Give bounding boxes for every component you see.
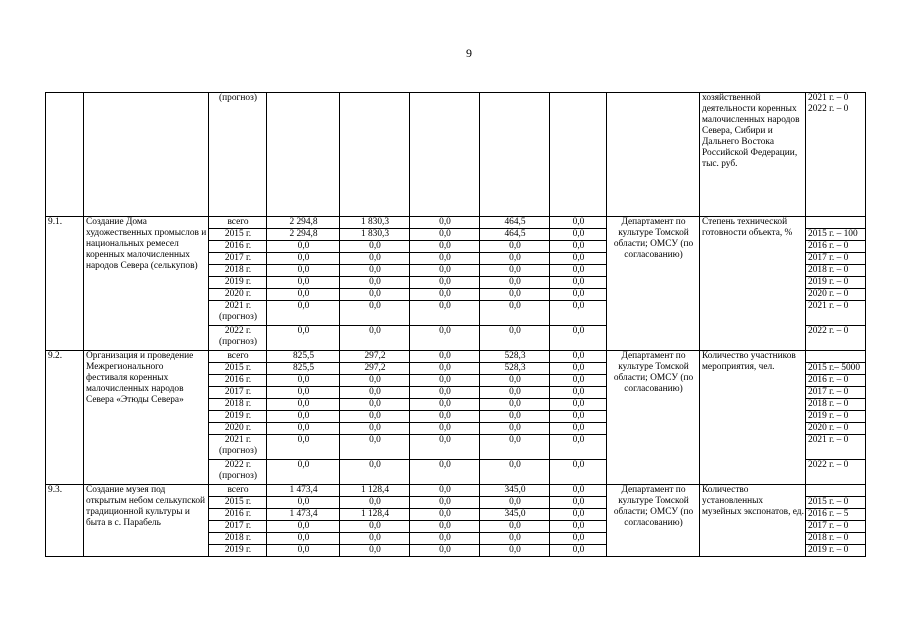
year-cell: 2015 г. <box>209 229 267 241</box>
value-cell: 0,0 <box>267 387 340 399</box>
value-cell: 0,0 <box>340 241 410 253</box>
value-cell: 0,0 <box>480 265 550 277</box>
value-cell: 0,0 <box>267 521 340 533</box>
target-cell: 2017 г. – 0 <box>806 387 866 399</box>
value-cell: 0,0 <box>410 387 480 399</box>
value-cell: 0,0 <box>410 485 480 497</box>
value-cell: 1 473,4 <box>267 485 340 497</box>
value-cell: 0,0 <box>340 533 410 545</box>
value-cell: 0,0 <box>480 241 550 253</box>
value-cell: 0,0 <box>340 460 410 485</box>
indicator-cell: Количество участников мероприятия, чел. <box>700 351 806 485</box>
value-cell: 1 128,4 <box>340 509 410 521</box>
value-cell: 0,0 <box>550 326 607 351</box>
value-cell: 1 830,3 <box>340 229 410 241</box>
value-cell: 0,0 <box>550 485 607 497</box>
value-cell: 0,0 <box>480 326 550 351</box>
year-cell: 2021 г. (прогноз) <box>209 435 267 460</box>
value-cell: 0,0 <box>410 533 480 545</box>
value-cell: 0,0 <box>267 241 340 253</box>
value-cell: 0,0 <box>550 411 607 423</box>
responsible-cell: Департамент по культуре Томской области; ОМСУ (по согласованию) <box>607 485 700 557</box>
target-cell: 2019 г. – 0 <box>806 411 866 423</box>
value-cell: 464,5 <box>480 229 550 241</box>
year-cell: всего <box>209 485 267 497</box>
table-row <box>46 93 866 217</box>
year-cell: 2019 г. <box>209 277 267 289</box>
target-cell: 2017 г. – 0 <box>806 521 866 533</box>
value-cell: 0,0 <box>340 326 410 351</box>
value-cell: 0,0 <box>410 301 480 326</box>
value-cell: 0,0 <box>340 253 410 265</box>
value-cell: 0,0 <box>340 435 410 460</box>
value-cell: 0,0 <box>410 326 480 351</box>
year-cell: всего <box>209 351 267 363</box>
indicator-cell: Количество установленных музейных экспонатов, ед. <box>700 485 806 557</box>
target-cell <box>806 485 866 497</box>
value-cell: 0,0 <box>267 423 340 435</box>
value-cell: 0,0 <box>267 326 340 351</box>
target-line: 2022 г. – 0 <box>808 104 849 114</box>
value-cell: 345,0 <box>480 509 550 521</box>
year-cell: (прогноз) <box>209 93 267 217</box>
value-cell: 0,0 <box>550 241 607 253</box>
value-cell: 1 830,3 <box>340 217 410 229</box>
value-cell: 1 473,4 <box>267 509 340 521</box>
value-cell: 0,0 <box>410 241 480 253</box>
value-cell: 528,3 <box>480 351 550 363</box>
value-cell: 0,0 <box>550 229 607 241</box>
year-cell: 2022 г. (прогноз) <box>209 460 267 485</box>
year-cell: 2018 г. <box>209 265 267 277</box>
value-cell: 0,0 <box>550 375 607 387</box>
value-cell: 0,0 <box>480 423 550 435</box>
value-cell: 0,0 <box>550 533 607 545</box>
responsible-cell: Департамент по культуре Томской области; ОМСУ (по согласованию) <box>607 351 700 485</box>
value-cell: 0,0 <box>410 460 480 485</box>
value-cell: 0,0 <box>410 411 480 423</box>
value-cell: 0,0 <box>340 277 410 289</box>
value-cell: 0,0 <box>550 521 607 533</box>
value-cell: 0,0 <box>480 253 550 265</box>
value-cell: 2 294,8 <box>267 217 340 229</box>
value-cell: 0,0 <box>410 509 480 521</box>
value-cell: 0,0 <box>550 253 607 265</box>
value-cell: 0,0 <box>340 521 410 533</box>
value-cell: 0,0 <box>550 301 607 326</box>
value-cell: 0,0 <box>480 375 550 387</box>
row-number-cell: 9.1. <box>46 217 84 351</box>
value-cell: 0,0 <box>550 265 607 277</box>
value-cell: 0,0 <box>340 375 410 387</box>
target-cell: 2020 г. – 0 <box>806 289 866 301</box>
value-cell: 0,0 <box>410 253 480 265</box>
row-number-cell: 9.2. <box>46 351 84 485</box>
value-cell: 0,0 <box>410 351 480 363</box>
year-cell: 2022 г. (прогноз) <box>209 326 267 351</box>
value-cell: 0,0 <box>550 497 607 509</box>
value-cell: 0,0 <box>550 435 607 460</box>
value-cell: 0,0 <box>267 277 340 289</box>
table-row <box>46 217 866 229</box>
value-cell: 0,0 <box>267 265 340 277</box>
value-cell: 0,0 <box>480 301 550 326</box>
value-cell: 0,0 <box>550 289 607 301</box>
table-row <box>46 351 866 363</box>
year-cell: 2018 г. <box>209 533 267 545</box>
value-cell: 464,5 <box>480 217 550 229</box>
value-cell: 0,0 <box>410 435 480 460</box>
target-cell <box>806 351 866 363</box>
value-cell: 0,0 <box>550 509 607 521</box>
value-cell: 0,0 <box>480 533 550 545</box>
value-cell: 0,0 <box>267 497 340 509</box>
value-cell: 0,0 <box>480 460 550 485</box>
target-cell: 2015 г. – 0 <box>806 497 866 509</box>
value-cell: 0,0 <box>340 289 410 301</box>
year-cell: 2017 г. <box>209 521 267 533</box>
value-cell: 0,0 <box>340 387 410 399</box>
value-cell: 1 128,4 <box>340 485 410 497</box>
value-cell: 0,0 <box>267 411 340 423</box>
value-cell: 0,0 <box>267 399 340 411</box>
target-cell: 2021 г. – 0 <box>806 301 866 326</box>
value-cell: 0,0 <box>267 375 340 387</box>
target-cell: 2019 г. – 0 <box>806 545 866 557</box>
target-cell: 2022 г. – 0 <box>806 460 866 485</box>
year-cell: 2016 г. <box>209 241 267 253</box>
value-cell: 0,0 <box>410 521 480 533</box>
value-cell: 0,0 <box>550 351 607 363</box>
value-cell: 0,0 <box>410 217 480 229</box>
target-cell: 2016 г. – 0 <box>806 375 866 387</box>
value-cell: 0,0 <box>410 363 480 375</box>
value-cell: 0,0 <box>340 423 410 435</box>
target-cell: 2018 г. – 0 <box>806 533 866 545</box>
value-cell: 825,5 <box>267 363 340 375</box>
target-cell <box>806 217 866 229</box>
target-cell: 2016 г. – 0 <box>806 241 866 253</box>
table-row <box>46 485 866 497</box>
value-cell: 0,0 <box>550 387 607 399</box>
target-line: 2021 г. – 0 <box>808 93 849 103</box>
year-cell: 2018 г. <box>209 399 267 411</box>
year-cell: 2020 г. <box>209 289 267 301</box>
value-cell: 0,0 <box>410 545 480 557</box>
measure-name-cell: Создание Дома художественных промыслов и национальных ремесел коренных малочисленных народов Севера (селькупов) <box>84 217 209 351</box>
year-cell: 2020 г. <box>209 423 267 435</box>
target-cell: 2020 г. – 0 <box>806 423 866 435</box>
value-cell: 0,0 <box>550 399 607 411</box>
value-cell: 0,0 <box>480 497 550 509</box>
value-cell: 0,0 <box>480 521 550 533</box>
value-cell: 0,0 <box>410 229 480 241</box>
value-cell: 0,0 <box>550 423 607 435</box>
measure-name-cell: Создание музея под открытым небом селькупской традиционной культуры и быта в с. Парабель <box>84 485 209 557</box>
value-cell: 0,0 <box>267 533 340 545</box>
target-cell: 2019 г. – 0 <box>806 277 866 289</box>
data-table <box>45 92 866 557</box>
value-cell: 0,0 <box>410 289 480 301</box>
value-cell: 0,0 <box>340 411 410 423</box>
value-cell: 528,3 <box>480 363 550 375</box>
value-cell: 0,0 <box>340 545 410 557</box>
year-cell: 2017 г. <box>209 387 267 399</box>
target-cell: 2017 г. – 0 <box>806 253 866 265</box>
value-cell: 0,0 <box>410 265 480 277</box>
value-cell: 0,0 <box>550 545 607 557</box>
target-cell <box>806 93 866 217</box>
value-cell: 825,5 <box>267 351 340 363</box>
value-cell: 0,0 <box>267 253 340 265</box>
year-cell: 2016 г. <box>209 375 267 387</box>
value-cell: 0,0 <box>340 265 410 277</box>
indicator-cell: Степень технической готовности объекта, % <box>700 217 806 351</box>
value-cell: 0,0 <box>340 399 410 411</box>
value-cell: 0,0 <box>550 363 607 375</box>
value-cell: 0,0 <box>480 277 550 289</box>
value-cell: 297,2 <box>340 351 410 363</box>
value-cell: 0,0 <box>410 497 480 509</box>
value-cell: 0,0 <box>340 301 410 326</box>
value-cell: 0,0 <box>267 460 340 485</box>
target-cell: 2015 г.– 5000 <box>806 363 866 375</box>
indicator-cell: хозяйственной деятельности коренных малочисленных народов Севера, Сибири и Дальнего Востока Российской Федерации, тыс. руб. <box>700 93 806 217</box>
target-cell: 2016 г. – 5 <box>806 509 866 521</box>
value-cell: 0,0 <box>480 411 550 423</box>
value-cell: 0,0 <box>267 301 340 326</box>
target-cell: 2015 г. – 100 <box>806 229 866 241</box>
target-cell: 2021 г. – 0 <box>806 435 866 460</box>
row-number-cell: 9.3. <box>46 485 84 557</box>
value-cell: 0,0 <box>550 460 607 485</box>
value-cell: 0,0 <box>550 217 607 229</box>
value-cell: 0,0 <box>480 545 550 557</box>
year-cell: 2019 г. <box>209 411 267 423</box>
value-cell: 0,0 <box>267 435 340 460</box>
year-cell: 2015 г. <box>209 363 267 375</box>
value-cell: 0,0 <box>410 423 480 435</box>
value-cell: 2 294,8 <box>267 229 340 241</box>
value-cell: 0,0 <box>267 545 340 557</box>
value-cell: 297,2 <box>340 363 410 375</box>
year-cell: 2016 г. <box>209 509 267 521</box>
value-cell: 0,0 <box>480 435 550 460</box>
value-cell: 0,0 <box>267 289 340 301</box>
value-cell: 0,0 <box>410 277 480 289</box>
year-cell: всего <box>209 217 267 229</box>
year-cell: 2021 г. (прогноз) <box>209 301 267 326</box>
year-cell: 2019 г. <box>209 545 267 557</box>
year-cell: 2015 г. <box>209 497 267 509</box>
value-cell: 0,0 <box>480 289 550 301</box>
value-cell: 0,0 <box>410 399 480 411</box>
target-cell: 2018 г. – 0 <box>806 265 866 277</box>
value-cell: 0,0 <box>340 497 410 509</box>
target-cell: 2018 г. – 0 <box>806 399 866 411</box>
year-cell: 2017 г. <box>209 253 267 265</box>
target-cell: 2022 г. – 0 <box>806 326 866 351</box>
value-cell: 345,0 <box>480 485 550 497</box>
value-cell: 0,0 <box>550 277 607 289</box>
responsible-cell: Департамент по культуре Томской области; ОМСУ (по согласованию) <box>607 217 700 351</box>
value-cell: 0,0 <box>410 375 480 387</box>
value-cell: 0,0 <box>480 399 550 411</box>
page-number: 9 <box>466 46 472 60</box>
value-cell: 0,0 <box>480 387 550 399</box>
measure-name-cell: Организация и проведение Межрегионального фестиваля коренных малочисленных народов Севера «Этюды Севера» <box>84 351 209 485</box>
